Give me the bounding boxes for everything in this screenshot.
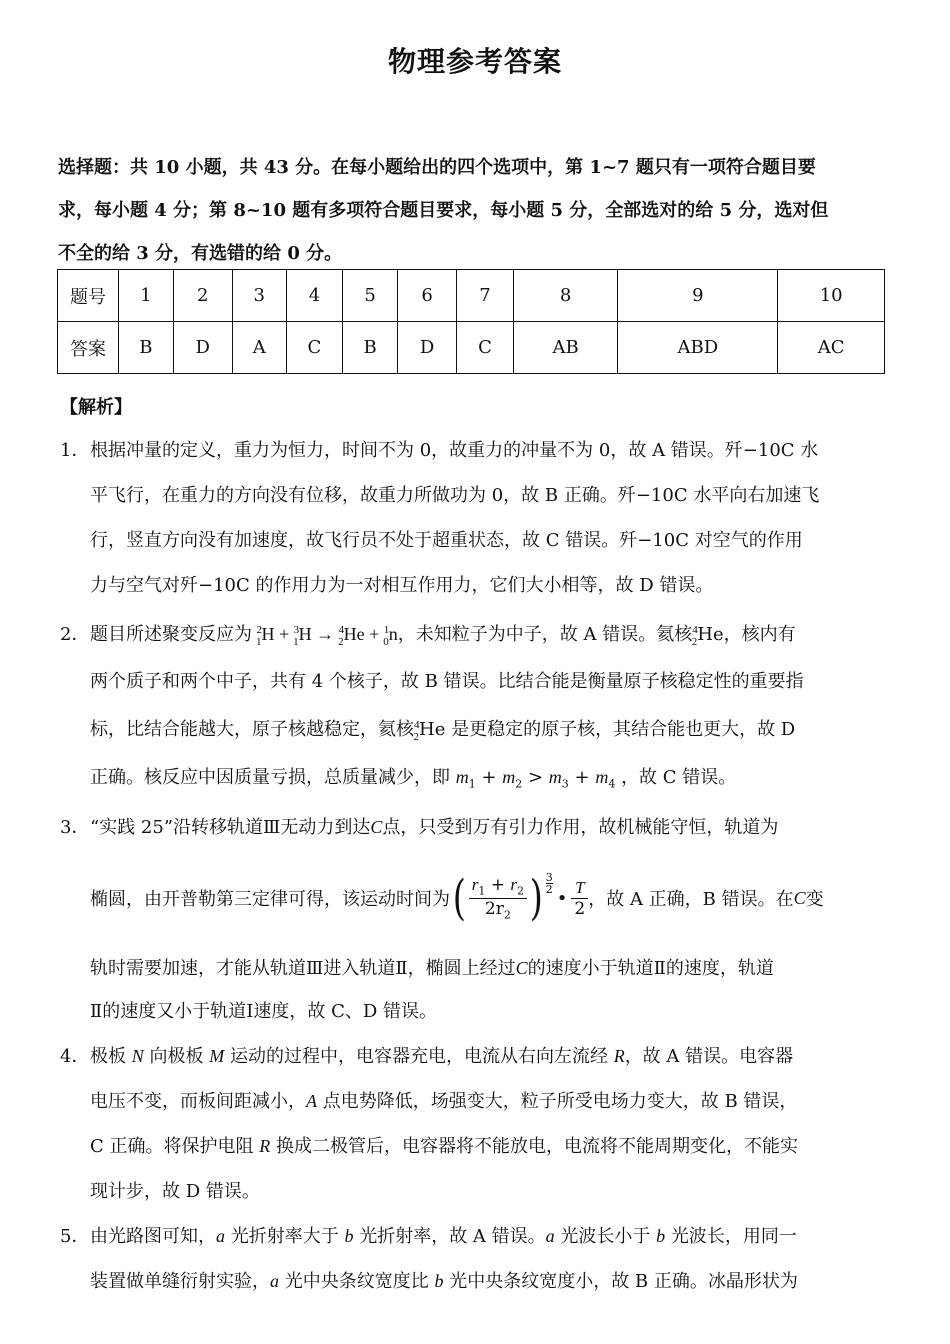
item-line: 根据冲量的定义，重力为恒力，时间不为 0，故重力的冲量不为 0，故 A 错误。歼−10C 水 [90,440,819,461]
variable: R [613,1046,625,1066]
answer-cell: B [343,322,398,374]
item-line: 两个质子和两个中子，共有 4 个核子，故 B 错误。比结合能是衡量原子核稳定性的重要指 [90,671,804,692]
question-number: 6 [397,270,456,322]
text-fragment: 标，比结合能越大，原子核越稳定，氦核 [90,719,414,740]
item-number: 2． [60,624,90,645]
variable: b [656,1226,666,1246]
answer-cell: D [173,322,232,374]
text-fragment: 换成二极管后，电容器将不能放电，电流将不能周期变化，不能实 [275,1136,798,1157]
text-fragment: C 正确。将保护电阻 [90,1136,254,1157]
text-fragment: 光波长小于 [560,1226,651,1247]
question-number: 5 [343,270,398,322]
variable: M [209,1046,225,1066]
mass-inequality: $m_1 + m_2 > m_3 + m_4$ [455,767,616,791]
text-fragment: 变 [805,889,824,910]
item-line [90,954,774,980]
answer-cell: C [457,322,514,374]
answer-cell: D [397,322,456,374]
item-line [90,715,795,743]
text-fragment: 轨时需要加速，才能从轨道Ⅲ进入轨道Ⅱ，椭圆上经过 [90,958,516,979]
variable: C [370,817,383,837]
item-number: 3． [60,817,90,838]
text-fragment: 极板 [90,1046,126,1067]
variable: N [131,1046,144,1066]
item-line: 平飞行，在重力的方向没有位移，故重力所做功为 0，故 B 正确。歼−10C 水平向右加速飞 [90,485,820,506]
text-fragment: 正确。核反应中因质量亏损，总质量减少，即 [90,767,450,788]
question-number: 1 [119,270,174,322]
item-number: 5． [60,1226,90,1247]
item-line [90,813,778,839]
intro-paragraph [58,146,888,275]
item-line [90,863,824,933]
text-fragment: 椭圆，由开普勒第三定律可得，该运动时间为 [90,889,450,910]
answer-table [57,269,885,374]
answer-cell: ABD [618,322,778,374]
helium-nuclide: $^4_2$ [413,719,420,743]
item-line [90,763,736,791]
analysis-heading: 【解析】 [60,397,132,418]
text-fragment: 光中央条纹宽度比 [284,1271,429,1292]
text-fragment: 点电势降低，场强变大，粒子所受电场力变大，故 B 错误， [322,1091,798,1112]
page-title: 物理参考答案 [387,45,562,78]
kepler-formula: ( $\frac{r_1 + r_2}{2r_2}$ ) 3 2 • $\frac{T}{2}$ [450,870,588,926]
question-number-row [58,270,885,322]
variable: A [306,1091,317,1111]
item-line [90,1087,797,1113]
item-line [90,1132,798,1158]
text-fragment: 点，只受到万有引力作用，故机械能守恒，轨道为 [382,817,779,838]
item-line: 行，竖直方向没有加速度，故飞行员不处于超重状态，故 C 错误。歼−10C 对空气的作用 [90,530,803,551]
answer-cell: AC [778,322,885,374]
variable: b [434,1271,444,1291]
variable: a [270,1271,279,1291]
question-number: 3 [232,270,286,322]
answer-cell: C [286,322,343,374]
item-line: 力与空气对歼−10C 的作用力为一对相互作用力，它们大小相等，故 D 错误。 [90,575,714,596]
item-line [90,1222,797,1248]
item-line: Ⅱ的速度又小于轨道Ⅰ速度，故 C、D 错误。 [90,1001,437,1022]
question-number: 4 [286,270,343,322]
question-number: 10 [778,270,885,322]
text-fragment: 的速度小于轨道Ⅱ的速度，轨道 [527,958,774,979]
text-fragment: ，未知粒子为中子，故 A 错误。氦核 [397,624,693,645]
row-header: 答案 [58,322,119,374]
item-line: 现计步，故 D 错误。 [90,1181,260,1202]
text-fragment: 运动的过程中，电容器充电，电流从右向左流经 [229,1046,608,1067]
question-number: 2 [173,270,232,322]
text-fragment: “实践 25”沿转移轨道Ⅲ无动力到达 [90,817,371,838]
answer-cell: A [232,322,286,374]
text-fragment: 光波长，用同一 [670,1226,797,1247]
fusion-equation: $^2_1$H + $^3_1$H → $^4_2$He + $^1_0$n [256,624,398,648]
answer-row [58,322,885,374]
text-fragment: 向极板 [149,1046,204,1067]
helium-nuclide: $^4_2$ [691,624,698,648]
text-fragment: ，故 A 错误。电容器 [624,1046,794,1067]
question-number: 9 [618,270,778,322]
text-fragment: ，故 A 正确，B 错误。在 [588,889,794,910]
item-line [90,1267,798,1293]
question-number: 8 [513,270,618,322]
question-number: 7 [457,270,514,322]
variable: R [259,1136,271,1156]
text-fragment: He 是更稳定的原子核，其结合能也更大，故 D [419,719,796,740]
intro-line: 选择题：共 10 小题，共 43 分。在每小题给出的四个选项中，第 1~7 题只有一项符合题目要 [58,157,816,178]
text-fragment: ，故 C 错误。 [621,767,737,788]
text-fragment: 光折射率，故 A 错误。 [359,1226,546,1247]
text-fragment: 由光路图可知， [90,1226,216,1247]
variable: a [545,1226,555,1246]
text-fragment: 光中央条纹宽度小，故 B 正确。冰晶形状为 [449,1271,798,1292]
intro-line: 求，每小题 4 分；第 8~10 题有多项符合题目要求，每小题 5 分，全部选对的给 5 分，选对但 [58,200,829,221]
variable: b [344,1226,354,1246]
answer-cell: AB [513,322,618,374]
variable: a [216,1226,225,1246]
variable: C [793,887,806,908]
text-fragment: 电压不变，而板间距减小， [90,1091,306,1112]
item-number: 4． [60,1046,90,1067]
intro-line: 不全的给 3 分，有选错的给 0 分。 [58,243,343,264]
row-header: 题号 [58,270,119,322]
item-line [90,1042,793,1068]
answer-cell: B [119,322,174,374]
variable: C [515,958,528,978]
item-line [90,620,796,648]
text-fragment: 题目所述聚变反应为 [90,624,252,645]
text-fragment: He，核内有 [697,624,796,645]
text-fragment: 光折射率大于 [230,1226,339,1247]
item-number: 1． [60,440,90,461]
text-fragment: 装置做单缝衍射实验， [90,1271,270,1292]
